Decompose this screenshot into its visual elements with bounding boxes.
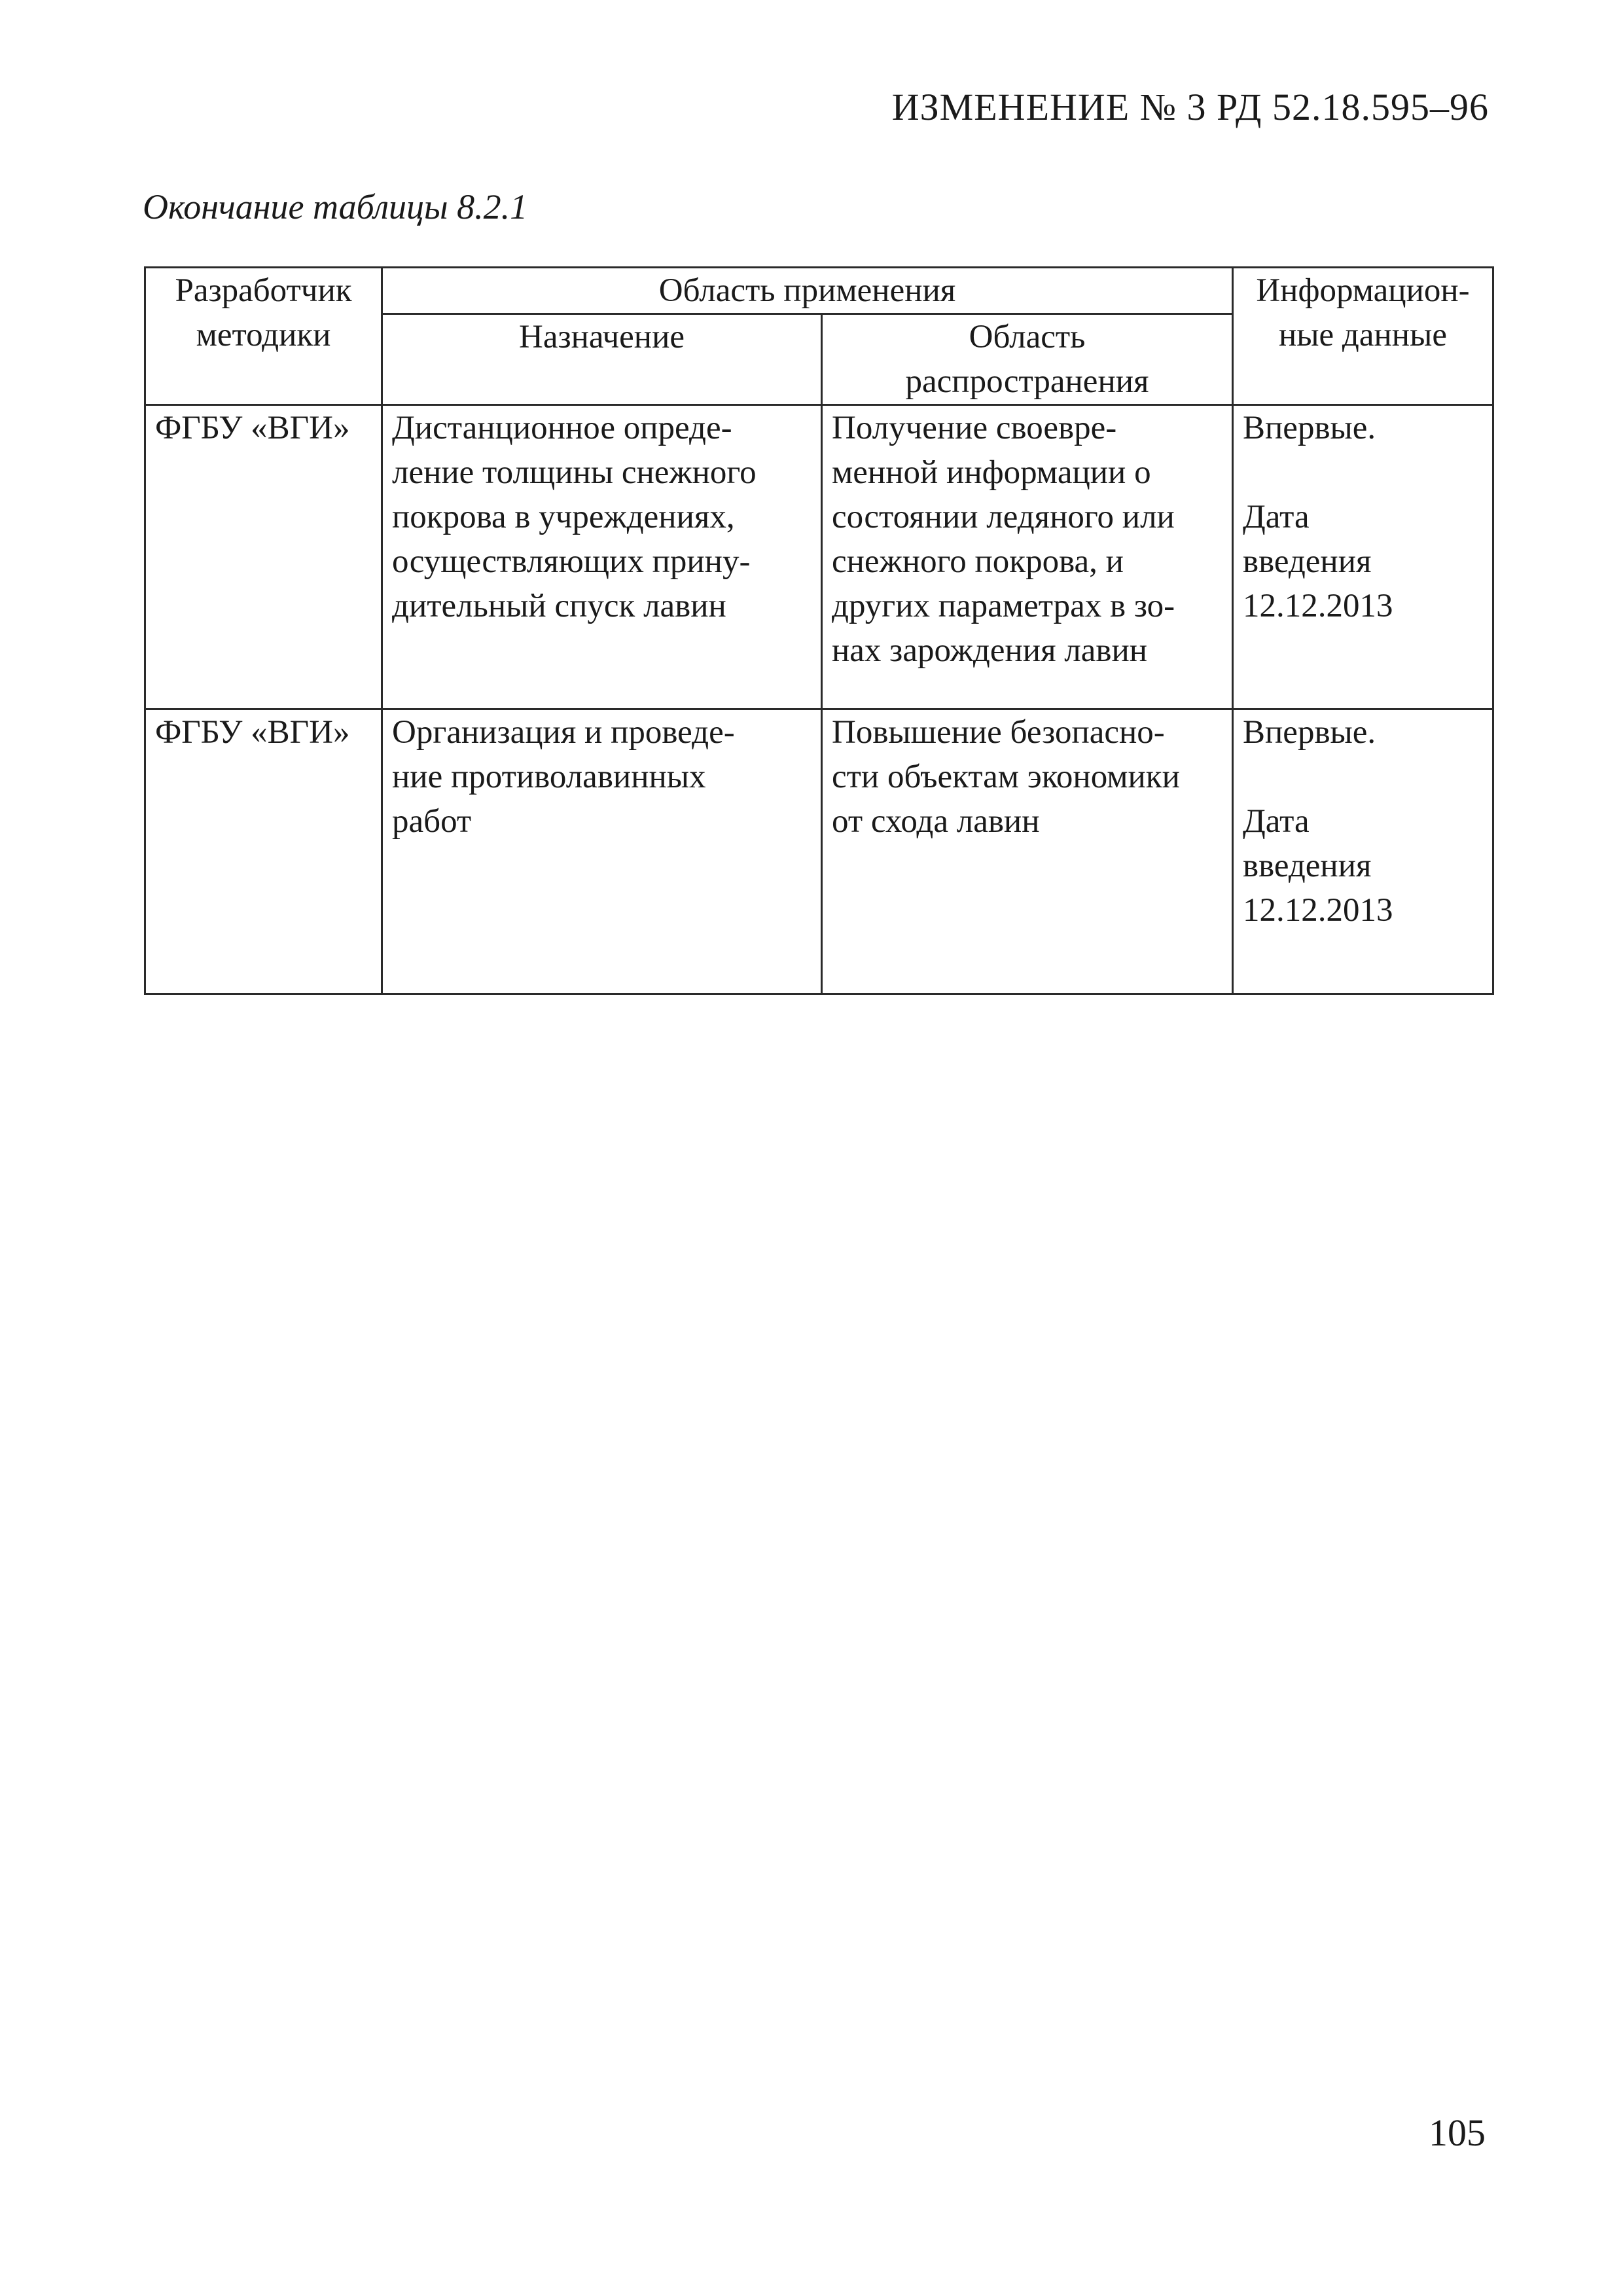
header-scope: Область применения <box>382 268 1233 314</box>
table-header-row <box>145 268 1493 314</box>
header-info: Информацион- ные данные <box>1233 268 1493 405</box>
info-date: Дата введения 12.12.2013 <box>1243 499 1393 624</box>
row-purpose: Дистанционное опреде- ление толщины снежного покрова в учреждениях, осуществляющих прину- дительный спуск лавин <box>382 405 822 709</box>
info-date: Дата введения 12.12.2013 <box>1243 803 1393 929</box>
table-row <box>145 405 1493 709</box>
row-area: Повышение безопасно- сти объектам экономики от схода лавин <box>822 709 1233 994</box>
row-info <box>1233 405 1493 709</box>
info-spacer <box>1243 755 1483 799</box>
info-status: Впервые. <box>1243 714 1376 751</box>
header-area: Область распространения <box>822 314 1233 405</box>
header-purpose: Назначение <box>382 314 822 405</box>
row-purpose: Организация и проведе- ние противолавинных работ <box>382 709 822 994</box>
info-spacer <box>1243 450 1483 495</box>
page-number: 105 <box>1429 2111 1486 2154</box>
table-caption: Окончание таблицы 8.2.1 <box>143 187 528 226</box>
row-developer: ФГБУ «ВГИ» <box>145 405 382 709</box>
document-header: ИЗМЕНЕНИЕ № 3 РД 52.18.595–96 <box>891 86 1489 128</box>
table-row <box>145 709 1493 994</box>
header-developer: Разработчик методики <box>145 268 382 405</box>
row-area: Получение своевре- менной информации о состоянии ледяного или снежного покрова, и других параметрах в зо- нах зарождения лавин <box>822 405 1233 709</box>
methods-table <box>144 266 1494 995</box>
info-status: Впервые. <box>1243 410 1376 446</box>
row-info <box>1233 709 1493 994</box>
row-developer: ФГБУ «ВГИ» <box>145 709 382 994</box>
